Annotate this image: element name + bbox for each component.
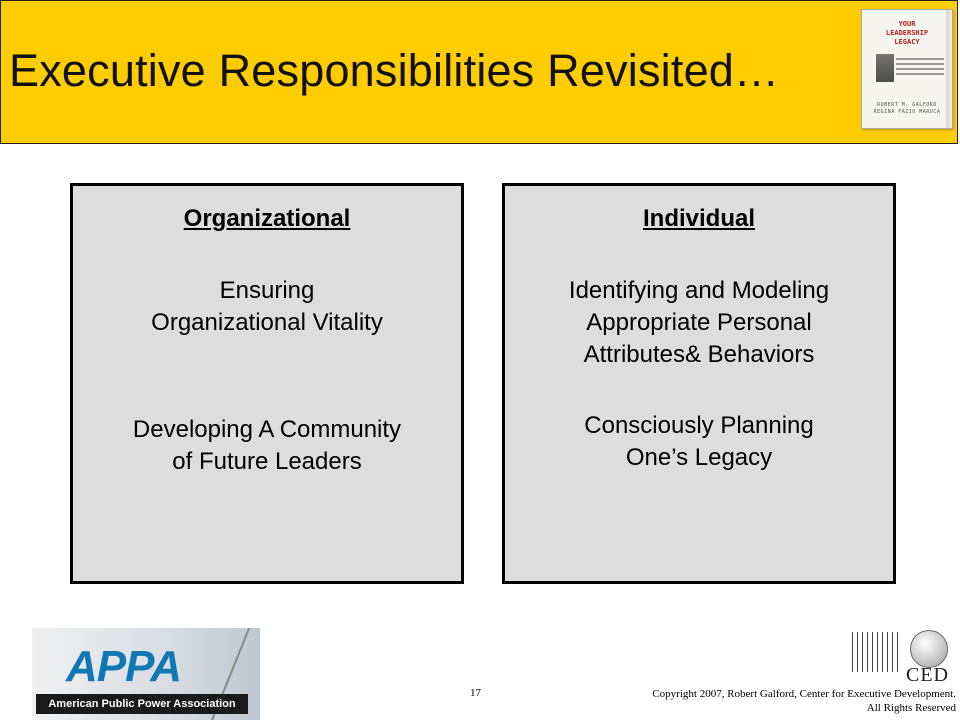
appa-logo bbox=[32, 628, 260, 720]
title-band bbox=[0, 0, 958, 144]
ced-logo-circle bbox=[910, 630, 948, 668]
organizational-heading: Organizational bbox=[183, 205, 351, 232]
organizational-panel bbox=[70, 183, 464, 584]
appa-tagline: American Public Power Association bbox=[36, 694, 248, 714]
book-title: YOUR LEADERSHIP LEGACY bbox=[885, 20, 929, 46]
slide-number: 17 bbox=[470, 687, 481, 699]
copyright-line: All Rights Reserved bbox=[866, 702, 956, 714]
appa-wordmark: APPA bbox=[66, 642, 181, 691]
organizational-item: Developing A Community of Future Leaders bbox=[132, 416, 402, 475]
copyright-line: Copyright 2007, Robert Galford, Center for Executive Development. bbox=[652, 688, 956, 700]
ced-logo-text: CED bbox=[906, 664, 949, 686]
slide-title: Executive Responsibilities Revisited… bbox=[9, 45, 780, 96]
individual-item: Identifying and Modeling Appropriate Personal Attributes& Behaviors bbox=[568, 277, 830, 368]
book-subtitle-lines bbox=[896, 58, 944, 78]
book-authors: ROBERT M. GALFORD REGINA FAZIO MARUCA bbox=[873, 102, 941, 115]
book-cover-image bbox=[861, 9, 953, 129]
book-cover-photo bbox=[876, 54, 894, 82]
individual-panel bbox=[502, 183, 896, 584]
organizational-item: Ensuring Organizational Vitality bbox=[151, 277, 383, 336]
ced-logo-bars bbox=[852, 632, 898, 672]
organizational-body bbox=[73, 275, 461, 478]
individual-heading: Individual bbox=[642, 205, 755, 232]
book-spine bbox=[946, 10, 952, 128]
ced-logo bbox=[852, 630, 952, 686]
copyright-notice bbox=[652, 687, 956, 715]
individual-body bbox=[505, 275, 893, 474]
individual-item: Consciously Planning One’s Legacy bbox=[584, 412, 814, 471]
